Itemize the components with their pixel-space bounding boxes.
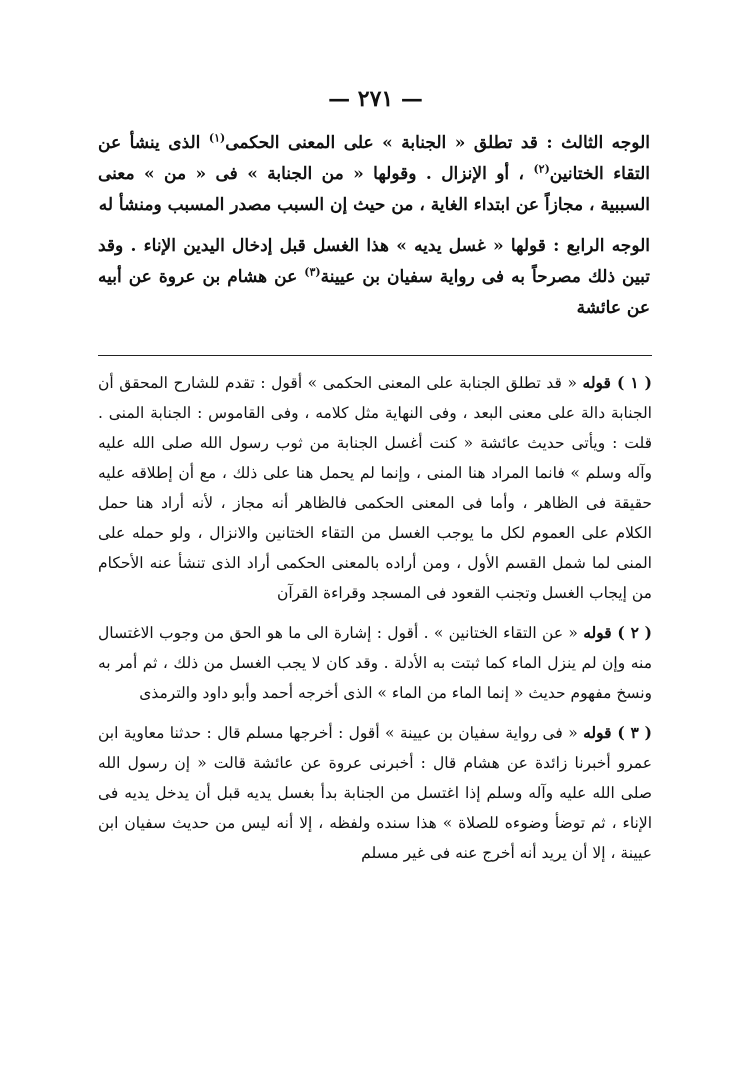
paragraph-text: عن هشام بن عروة عن أبيه عن عائشة xyxy=(98,267,650,318)
footnote-reference[interactable]: (١) xyxy=(208,131,226,145)
paragraph-fourth-aspect xyxy=(98,231,650,324)
footnote-reference[interactable]: (٢) xyxy=(533,162,550,176)
paragraph-text: الوجه الثالث : قد تطلق « الجنابة » على المعنى الحكمى xyxy=(225,133,650,153)
paragraph-third-aspect xyxy=(98,128,650,221)
main-text xyxy=(98,128,650,334)
footnote-1 xyxy=(98,368,652,608)
paragraph-text: الوجه الرابع : قولها « غسل يديه » هذا الغسل قبل إدخال اليدين الإناء . وقد تبين ذلك مصرحاً به فى رواية سفيان بن عيينة xyxy=(98,236,650,287)
paragraph-text: الذى ينشأ عن التقاء الختانين xyxy=(98,133,650,184)
footnote-3 xyxy=(98,718,652,868)
footnote-reference[interactable]: (٣) xyxy=(304,265,321,279)
page-number: — ٢٧١ — xyxy=(328,86,423,112)
footnote-text: « عن التقاء الختانين » . أقول : إشارة الى ما هو الحق من وجوب الاغتسال منه وإن لم ينزل الماء كما ثبتت به الأدلة . وقد كان لا يجب الغسل من ذلك ، ثم أمر به ونسخ مفهوم حديث « إنما الماء من الماء » الذى أخرجه أحمد وأبو داود والترمذى xyxy=(98,624,652,702)
footnotes xyxy=(98,368,652,878)
footnote-2 xyxy=(98,618,652,708)
paragraph-text: ، أو الإنزال . وقولها « من الجنابة » فى « من » معنى السببية ، مجازاً عن ابتداء الغاية ، من حيث إن السبب مصدر المسبب ومنشأ له xyxy=(98,164,650,215)
footnote-label: ( ١ ) قوله xyxy=(582,373,653,392)
footnote-text: « قد تطلق الجنابة على المعنى الحكمى » أقول : تقدم للشارح المحقق أن الجنابة دالة على معنى البعد ، وفى النهاية مثل كلامه ، وفى القاموس : الجنابة المنى . قلت : ويأتى حديث عائشة « كنت أغسل الجنابة من ثوب رسول الله صلى الله عليه وآله وسلم » فانما المراد هنا المنى ، وإنما لم يحمل هنا على ذلك ، مع أن إطلاقه عليه حقيقة فى الظاهر ، وأما فى المعنى الحكمى فالظاهر أنه مجاز ، لأنه أراد هنا حمل الكلام على العموم لكل ما يوجب الغسل من التقاء الختانين والانزال ، ولو حمله على المنى لما شمل القسم الأول ، ومن أراده بالمعنى الحكمى أراد الذى تنشأ عنه الأحكام من إيجاب الغسل وتجنب القعود فى المسجد وقراءة القرآن xyxy=(98,374,652,602)
footnote-text: « فى رواية سفيان بن عيينة » أقول : أخرجها مسلم قال : حدثنا معاوية ابن عمرو أخبرنا زائدة عن هشام قال : أخبرنى عروة عن عائشة قالت « إن رسول الله صلى الله عليه وآله وسلم إذا اغتسل من الجنابة بدأ بغسل يديه قبل أن يدخل يديه فى الإناء ، ثم توضأ وضوءه للصلاة » هذا سنده ولفظه ، إلا أنه ليس من حديث سفيان ابن عيينة ، إلا أن يريد أنه أخرج عنه فى غير مسلم xyxy=(98,724,652,862)
footnote-label: ( ٢ ) قوله xyxy=(583,623,653,642)
footnote-divider xyxy=(98,355,652,356)
footnote-label: ( ٣ ) قوله xyxy=(583,723,653,742)
